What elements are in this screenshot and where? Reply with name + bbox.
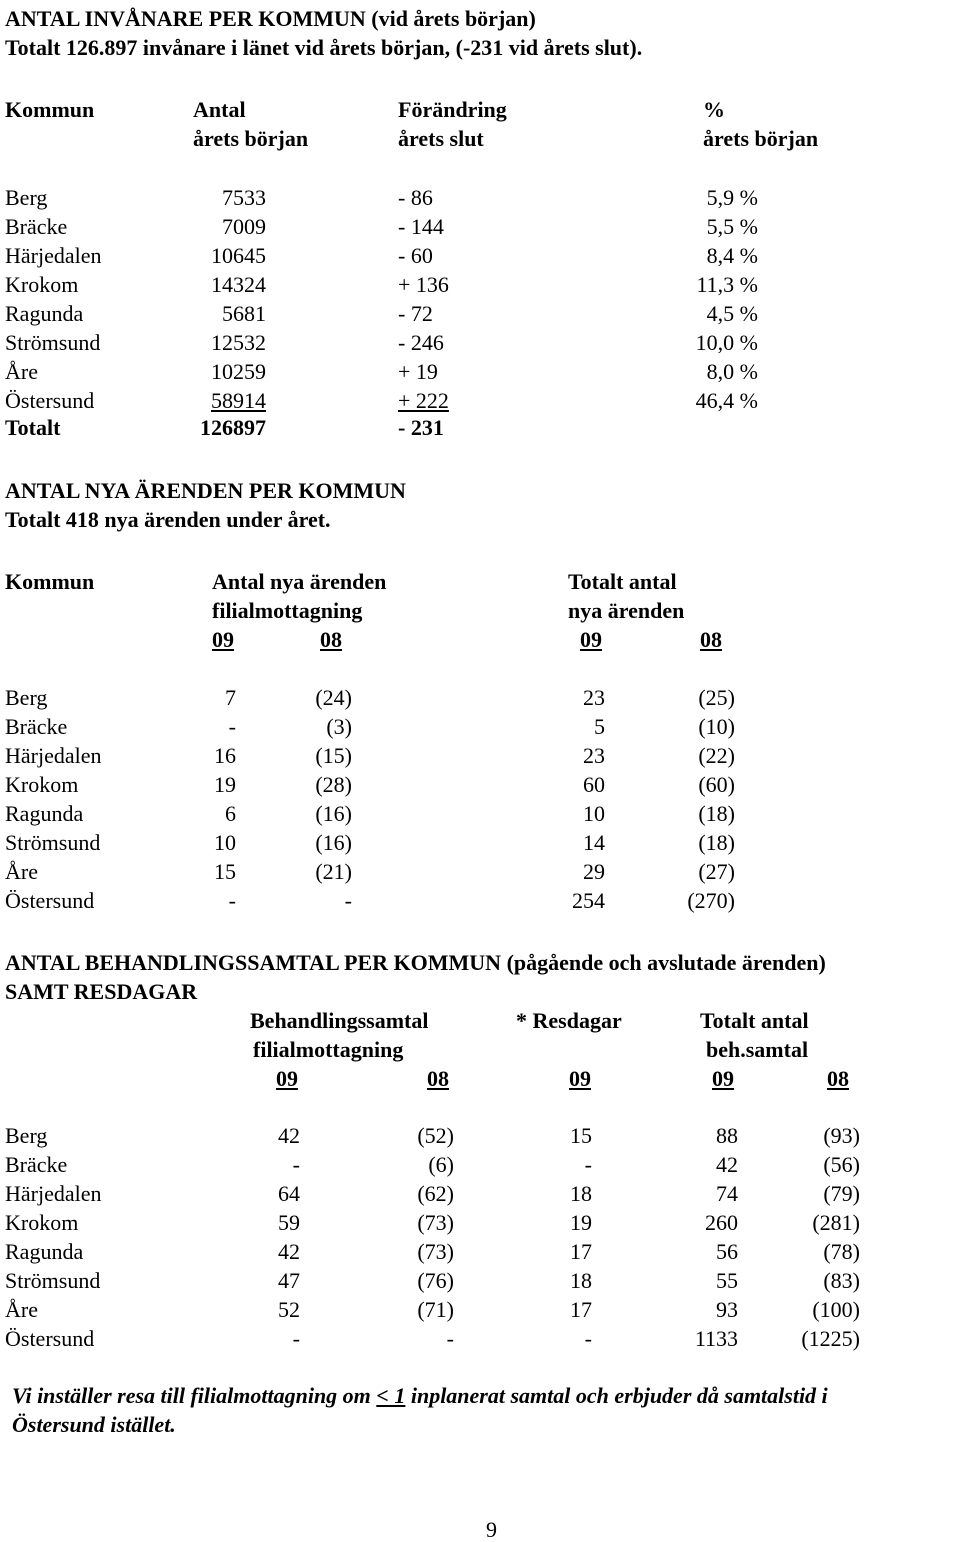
s2-row-kommun: Berg [5,685,48,710]
s3-row-totalt-08: (1225) [801,1326,860,1351]
s3-header-totalt: Totalt antal [700,1008,809,1033]
s1-row-antal: 12532 [211,330,266,355]
s1-row-antal: 7009 [222,214,266,239]
section1-title: ANTAL INVÅNARE PER KOMMUN (vid årets början) [5,6,536,31]
s3-row-totalt-08: (281) [812,1210,860,1235]
s1-row-forandring: + 19 [398,359,438,384]
s2-row-filial-08: (16) [315,830,352,855]
s2-header-kommun: Kommun [5,569,95,594]
s3-year-08-c: 08 [827,1066,849,1091]
s3-year-08-a: 08 [427,1066,449,1091]
s3-row-kommun: Bräcke [5,1152,68,1177]
s2-header-totalt: Totalt antal [568,569,677,594]
section1-subtitle: Totalt 126.897 invånare i länet vid årets början, (-231 vid årets slut). [5,35,643,60]
s2-year-09-a: 09 [212,627,234,652]
s2-header-antal: Antal nya ärenden [212,569,387,594]
s3-row-beh-09: 59 [278,1210,300,1235]
s2-row-filial-09: 15 [214,859,236,884]
s3-row-kommun: Östersund [5,1326,95,1351]
s3-row-kommun: Berg [5,1123,48,1148]
s3-row-totalt-09: 42 [716,1152,738,1177]
s1-row-antal: 5681 [222,301,266,326]
s1-header-forandring: Förändring [398,97,507,122]
s3-row-resdagar-09: 18 [570,1268,592,1293]
s1-row-pct: 46,4 % [695,388,758,413]
s2-row-totalt-09: 60 [583,772,605,797]
s3-year-09-b: 09 [569,1066,591,1091]
s2-row-filial-08: (3) [326,714,352,739]
s1-header-antal-sub: årets början [193,126,309,151]
s1-row-pct: 8,0 % [706,359,758,384]
s1-total-forandring: - 231 [398,415,444,440]
s2-row-kommun: Strömsund [5,830,101,855]
s1-row-kommun: Krokom [5,272,79,297]
s2-row-filial-08: (16) [315,801,352,826]
s1-row-kommun: Berg [5,185,48,210]
s1-row-kommun: Härjedalen [5,243,102,268]
s3-row-beh-08: (76) [417,1268,454,1293]
s3-row-resdagar-09: 17 [570,1297,592,1322]
s2-year-08-a: 08 [320,627,342,652]
s3-row-beh-08: (52) [417,1123,454,1148]
s2-row-kommun: Krokom [5,772,79,797]
s3-row-kommun: Krokom [5,1210,79,1235]
s3-row-resdagar-09: 19 [570,1210,592,1235]
s3-row-beh-09: 42 [278,1239,300,1264]
s2-row-totalt-09: 23 [583,685,605,710]
s2-row-filial-09: 7 [225,685,236,710]
s3-year-09-c: 09 [712,1066,734,1091]
s3-row-totalt-09: 260 [705,1210,738,1235]
s1-row-kommun: Bräcke [5,214,68,239]
s1-row-pct: 11,3 % [696,272,758,297]
s1-row-forandring: - 246 [398,330,444,355]
s2-row-filial-09: 19 [214,772,236,797]
s3-row-totalt-09: 74 [716,1181,738,1206]
s2-row-filial-08: (15) [315,743,352,768]
s1-row-forandring: - 72 [398,301,433,326]
s1-total-label: Totalt [5,415,61,440]
s3-row-beh-08: (73) [417,1210,454,1235]
s3-row-totalt-09: 93 [716,1297,738,1322]
s2-row-totalt-09: 5 [594,714,605,739]
s1-row-kommun: Östersund [5,388,95,413]
s1-row-antal: 10645 [211,243,266,268]
s3-row-beh-09: - [292,1326,300,1351]
s2-row-totalt-09: 29 [583,859,605,884]
s1-header-forandring-sub: årets slut [398,126,484,151]
s2-year-08-b: 08 [700,627,722,652]
s2-row-totalt-08: (25) [698,685,735,710]
s3-row-beh-09: 64 [278,1181,300,1206]
footnote-line1 [12,1385,828,1407]
s3-row-totalt-08: (83) [823,1268,860,1293]
s1-header-pct: % [703,97,725,122]
s3-header-resdagar: * Resdagar [516,1008,622,1033]
s2-row-filial-09: - [228,888,236,913]
s3-row-beh-08: (73) [417,1239,454,1264]
s1-row-pct: 5,9 % [706,185,758,210]
s2-row-filial-08: - [344,888,352,913]
s3-row-totalt-08: (56) [823,1152,860,1177]
s2-row-totalt-09: 14 [583,830,605,855]
s3-row-totalt-08: (100) [812,1297,860,1322]
s2-row-filial-09: 16 [214,743,236,768]
s2-row-totalt-09: 254 [572,888,605,913]
s3-row-kommun: Åre [5,1297,38,1322]
s3-row-resdagar-09: - [584,1326,592,1351]
s3-year-09-a: 09 [276,1066,298,1091]
s3-row-totalt-08: (93) [823,1123,860,1148]
s2-row-totalt-08: (270) [687,888,735,913]
s3-row-kommun: Ragunda [5,1239,84,1264]
s1-row-kommun: Åre [5,359,38,384]
s2-row-kommun: Bräcke [5,714,68,739]
s2-row-totalt-09: 23 [583,743,605,768]
s1-row-antal: 58914 [211,388,266,413]
s3-row-resdagar-09: 15 [570,1123,592,1148]
s1-row-pct: 4,5 % [706,301,758,326]
s3-row-totalt-08: (78) [823,1239,860,1264]
section3-title: ANTAL BEHANDLINGSSAMTAL PER KOMMUN (pågående och avslutade ärenden) [5,950,826,975]
s3-row-beh-09: - [292,1152,300,1177]
s1-row-antal: 7533 [222,185,266,210]
s2-row-filial-09: 10 [214,830,236,855]
s2-header-totalt-sub: nya ärenden [568,598,685,623]
s3-header-beh-sub: filialmottagning [253,1037,404,1062]
s2-row-kommun: Ragunda [5,801,84,826]
s3-row-beh-08: (71) [417,1297,454,1322]
s3-header-totalt-sub: beh.samtal [706,1037,809,1062]
s3-row-kommun: Strömsund [5,1268,101,1293]
s1-total-antal: 126897 [200,415,266,440]
s3-row-totalt-09: 55 [716,1268,738,1293]
s3-row-beh-09: 42 [278,1123,300,1148]
s3-row-totalt-08: (79) [823,1181,860,1206]
s2-row-filial-09: 6 [225,801,236,826]
s2-row-filial-08: (28) [315,772,352,797]
s2-row-totalt-08: (60) [698,772,735,797]
s3-row-totalt-09: 88 [716,1123,738,1148]
s1-row-kommun: Ragunda [5,301,84,326]
s3-row-totalt-09: 56 [716,1239,738,1264]
s2-row-totalt-08: (27) [698,859,735,884]
s2-header-antal-sub: filialmottagning [212,598,363,623]
s2-row-filial-09: - [228,714,236,739]
footnote-part1: Vi inställer resa till filialmottagning om [12,1383,377,1408]
s2-row-totalt-09: 10 [583,801,605,826]
s2-row-kommun: Östersund [5,888,95,913]
s2-row-filial-08: (21) [315,859,352,884]
s1-row-forandring: + 222 [398,388,449,413]
s2-row-filial-08: (24) [315,685,352,710]
s3-row-resdagar-09: 17 [570,1239,592,1264]
s2-row-kommun: Åre [5,859,38,884]
section3-title2: SAMT RESDAGAR [5,979,198,1004]
s1-row-forandring: + 136 [398,272,449,297]
footnote-part2: inplanerat samtal och erbjuder då samtalstid i [405,1383,828,1408]
s3-row-resdagar-09: - [584,1152,592,1177]
footnote-line2: Östersund istället. [12,1412,176,1437]
s1-header-pct-sub: årets början [703,126,819,151]
s3-header-beh: Behandlingssamtal [250,1008,429,1033]
s1-row-forandring: - 60 [398,243,433,268]
s3-row-beh-09: 52 [278,1297,300,1322]
s2-row-kommun: Härjedalen [5,743,102,768]
s2-row-totalt-08: (10) [698,714,735,739]
s1-row-antal: 10259 [211,359,266,384]
s1-row-pct: 5,5 % [706,214,758,239]
s1-row-forandring: - 86 [398,185,433,210]
s3-row-kommun: Härjedalen [5,1181,102,1206]
footnote-lte: < 1 [376,1383,406,1408]
s1-row-forandring: - 144 [398,214,444,239]
s2-row-totalt-08: (22) [698,743,735,768]
s2-row-totalt-08: (18) [698,830,735,855]
s3-row-beh-08: (62) [417,1181,454,1206]
s1-row-pct: 8,4 % [706,243,758,268]
page-number: 9 [486,1517,497,1542]
s1-row-pct: 10,0 % [695,330,758,355]
s1-row-antal: 14324 [211,272,266,297]
section2-subtitle: Totalt 418 nya ärenden under året. [5,507,331,532]
s3-row-resdagar-09: 18 [570,1181,592,1206]
s3-row-beh-09: 47 [278,1268,300,1293]
s3-row-totalt-09: 1133 [694,1326,738,1351]
s1-header-kommun: Kommun [5,97,95,122]
section2-title: ANTAL NYA ÄRENDEN PER KOMMUN [5,478,406,503]
s3-row-beh-08: (6) [428,1152,454,1177]
s2-row-totalt-08: (18) [698,801,735,826]
s1-row-kommun: Strömsund [5,330,101,355]
s3-row-beh-08: - [446,1326,454,1351]
s1-header-antal: Antal [193,97,246,122]
s2-year-09-b: 09 [580,627,602,652]
